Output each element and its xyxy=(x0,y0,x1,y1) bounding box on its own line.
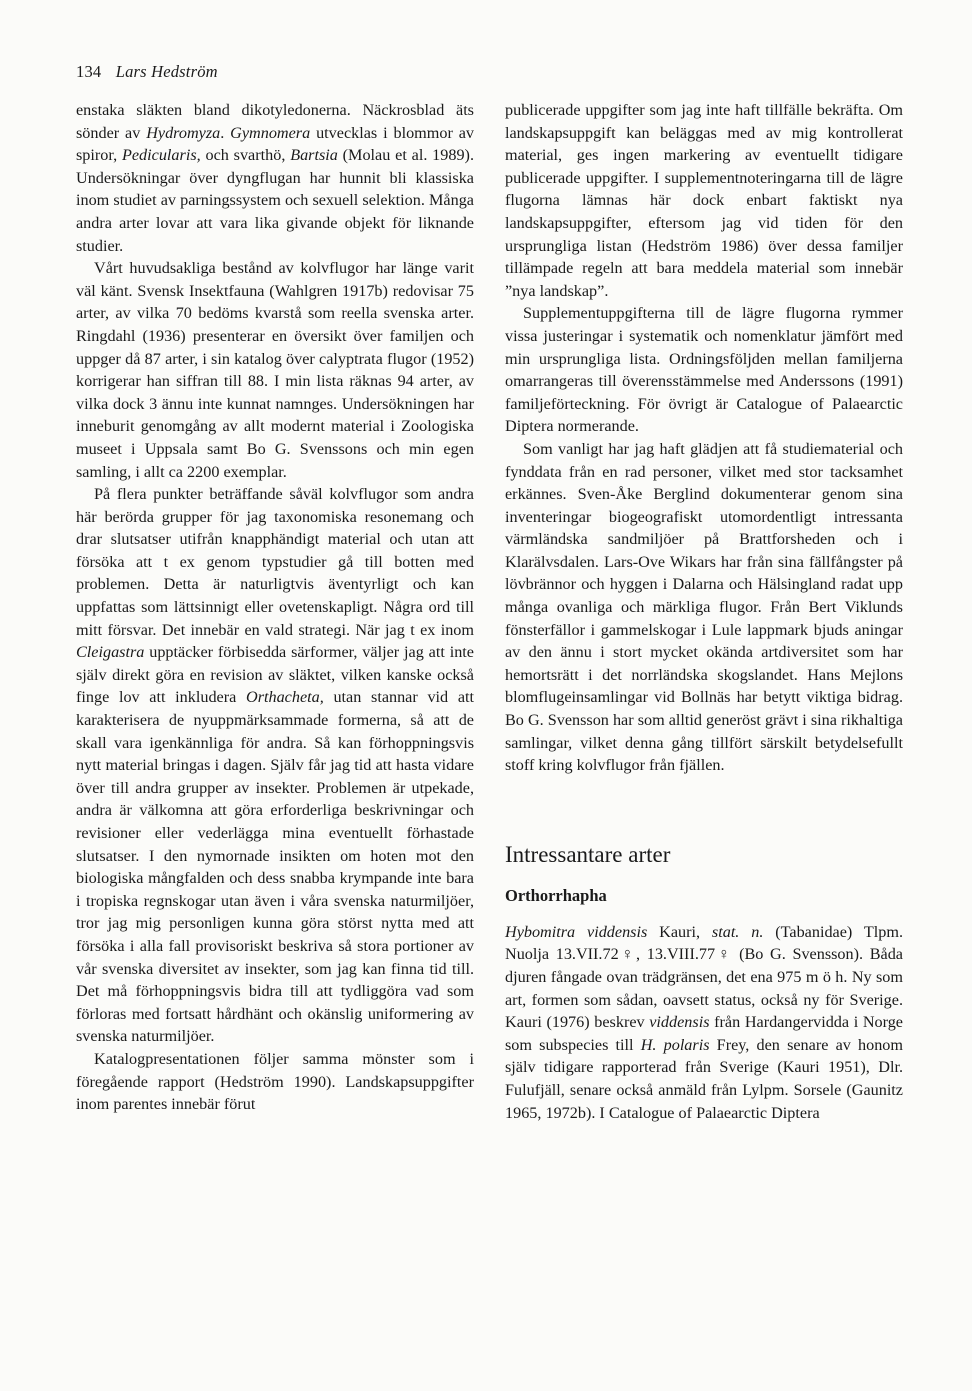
paragraph: På flera punkter beträffande såväl kolvflugor som andra här berörda grupper för jag taxonomiska resonemang och drar slutsatser utifrån knapphändigt material och utan att försöka att t ex genom typstudier gå till botten med problemen. Detta är naturligtvis äventyrligt och kan uppfattas som lättsinnigt eller ovetenskapligt. Några ord till mitt försvar. Det innebär en vald strategi. När jag t ex inom Cleigastra upptäcker förbisedda särformer, väljer jag att inte själv direkt göra en revision av släktet, vilken kanske också finge lov att inkludera Orthacheta, utan stannar vid att karakterisera de nyuppmärksammade formerna, så att de skall vara igenkännliga för andra. Så kan förhoppningsvis nytt material bringas i dagen. Själv får jag tid att hasta vidare över till andra grupper av insekter. Problemen är utpekade, andra är välkomna att göra erforderliga beskrivningar och revisioner eller vederlägga mina eventuellt förhastade slutsatser. I den nymornade insikten om hoten mot den biologiska mångfalden och dess snabba krympande inte bara i tropiska regnskogar utan även i våra svenska naturmiljöer, tror jag mig personligen kunna göra störst nytta med att försöka i alla fall provisoriskt beskriva så stora portioner av vår svenska diversitet av insekter, som jag kan finna tid till. Det må förhoppningsvis bidra till att tydliggöra vad som förloras med fortsatt hårdhänt och okänslig uniformering av svenska naturmiljöer. xyxy=(76,485,474,1046)
left-column xyxy=(76,99,474,1116)
author-name: Lars Hedström xyxy=(115,62,218,81)
running-head xyxy=(76,62,218,82)
paragraph: Supplementuppgifterna till de lägre flugorna rymmer vissa justeringar i systematik och nomenklatur jämfört med min ursprungliga lista. Ordningsföljden mellan familjerna omarrangeras till överensstämmelse med Anderssons (1991) familjeförteckning. För övrigt är Catalogue of Palaearctic Diptera normerande. xyxy=(505,304,903,436)
paragraph: Katalogpresentationen följer samma mönster som i föregående rapport (Hedström 1990). Landskapsuppgifter inom parentes innebär förut xyxy=(76,1049,474,1114)
subsection-heading: Orthorrhapha xyxy=(505,885,607,905)
page-number: 134 xyxy=(76,62,102,81)
right-column xyxy=(505,99,903,1124)
paragraph: publicerade uppgifter som jag inte haft tillfälle bekräfta. Om landskapsuppgift kan beläggas med av mig kontrollerat material, ges ingen markering av eventuellt tidigare publicerade uppgifter. I supplementnoteringarna till de lägre flugorna lämnas här dock enbart faktiskt nya landskapsuppgifter, eftersom jag vid tiden för den ursprungliga listan (Hedström 1986) över dessa familjer tillämpade regeln att bara meddela material som innebär ”nya landskap”. xyxy=(505,101,903,300)
paragraph: Vårt huvudsakliga bestånd av kolvflugor har länge varit väl känt. Svensk Insektfauna (Wahlgren 1917b) redovisar 75 arter, av vilka 70 bedöms kvarstå som reella svenska arter. Ringdahl (1936) presenterar en översikt över familjen och uppger då 87 arter, i sin katalog över calyptrata flugor (1952) korrigerar han siffran till 88. I min lista räknas 94 arter, av vilka dock 3 ännu inte kunnat namnges. Undersökningen har inneburit genomgång av allt modernt material i Zoologiska museet i Uppsala samt Bo G. Svenssons och min egen samling, i allt ca 2200 exemplar. xyxy=(76,259,474,481)
paragraph: enstaka släkten bland dikotyledonerna. Näckrosblad äts sönder av Hydromyza. Gymnomera utvecklas i blommor av spiror, Pedicularis, och svarthö, Bartsia (Molau et al. 1989). Undersökningar över dyngflugan har hunnit bli klassiska inom studiet av parningssystem och sexuell selektion. Många andra arter lovar att vara lika givande objekt för liknande studier. xyxy=(76,101,474,255)
species-entry xyxy=(505,921,903,1124)
paragraph: Hybomitra viddensis Kauri, stat. n. (Tabanidae) Tlpm. Nuolja 13.VII.72♀, 13.VIII.77♀ (Bo G. Svensson). Båda djuren fångade ovan trädgränsen, det ena 975 m ö h. Ny som art, formen som sådan, oavsett status, också ny för Sverige. Kauri (1976) beskrev viddensis från Hardangervidda i Norge som subspecies till H. polaris Frey, den senare av honom själv tidigare rapporterad från Sverige (Kauri 1951), Dlr. Fulufjäll, senare också anmäld från Lylpm. Sorsele (Gaunitz 1965, 1972b). I Catalogue of Palaearctic Diptera xyxy=(505,922,904,1122)
paragraph: Som vanligt har jag haft glädjen att få studiematerial och fynddata från en rad personer, vilket med stor tacksamhet erkännes. Sven-Åke Berglind dokumenterar genom sina inventeringar biogeografiskt utomordentligt intressanta värmländska sandmiljöer på Brattforsheden och i Klarälvsdalen. Lars-Ove Wikars har från sina fällfångster på lövbrännor och hyggen i Dalarna och Hälsingland radat upp många ovanliga och märkliga flugor. Från Bert Viklunds fönsterfällor i gammelskogar i Lule lappmark bjuds aningar av den ännu i stort mycket okända artdiversitet som har hemortsrätt i det norrländska skogslandet. Hans Mejlons blomflugeinsamlingar vid Bollnäs har betytt viktiga bidrag. Bo G. Svensson har som alltid generöst grävt i sina rikhaltiga samlingar, vilket denna gång tillfört särskilt betydelsefullt stoff kring kolvflugor från fjällen. xyxy=(505,439,903,775)
section-heading: Intressantare arter xyxy=(505,841,671,867)
